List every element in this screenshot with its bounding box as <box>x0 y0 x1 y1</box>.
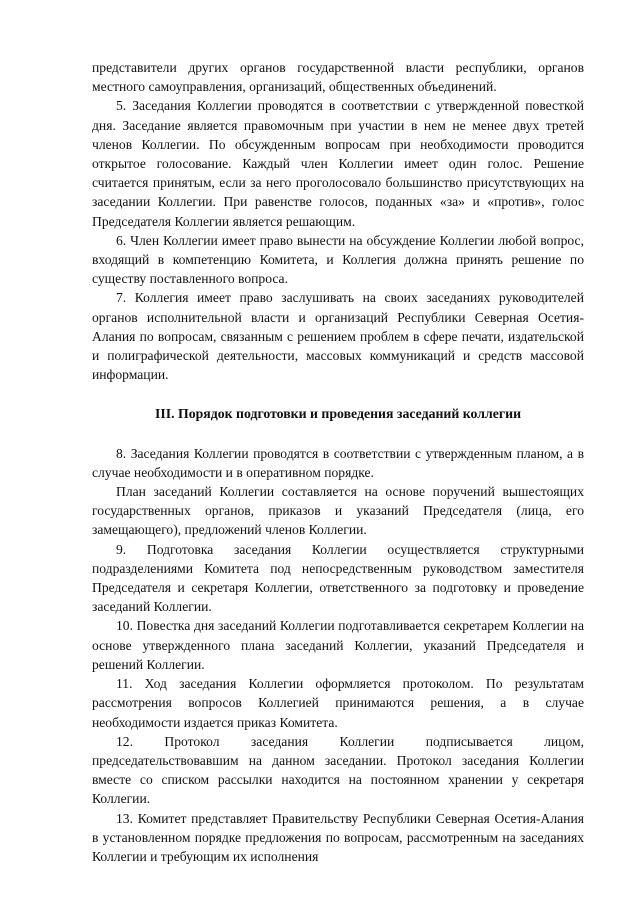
paragraphs-after <box>92 444 584 866</box>
paragraph: 5. Заседания Коллегии проводятся в соответствии с утвержденной повесткой дня. Заседание является правомочным при участии в нем не менее двух третей членов Коллегии. По обсужденным вопросам при необходимости проводится открытое голосование. Каждый член Коллегии имеет один голос. Решение считается принятым, если за него проголосовало большинство присутствующих на заседании Коллегии. При равенстве голосов, поданных «за» и «против», голос Председателя Коллегии является решающим. <box>92 98 584 229</box>
paragraph: 7. Коллегия имеет право заслушивать на своих заседаниях руководителей органов исполнительной власти и организаций Республики Северная Осетия-Алания по вопросам, связанным с решением проблем в сфере печати, издательской и полиграфической деятельности, массовых коммуникаций и средств массовой информации. <box>92 290 584 383</box>
paragraph: 6. Член Коллегии имеет право вынести на обсуждение Коллегии любой вопрос, входящий в компетенцию Комитета, и Коллегия должна принять решение по существу поставленного вопроса. <box>92 232 584 287</box>
paragraph: представители других органов государственной власти республики, органов местного самоуправления, организаций, общественных объединений. <box>92 60 584 95</box>
paragraph: 9. Подготовка заседания Коллегии осуществляется структурными подразделениями Комитета под непосредственным руководством заместителя Председателя и секретаря Коллегии, ответственного за подготовку и проведение заседаний Коллегии. <box>92 541 584 615</box>
paragraph: 8. Заседания Коллегии проводятся в соответствии с утвержденным планом, а в случае необходимости и в оперативном порядке. <box>92 445 584 480</box>
paragraph: 10. Повестка дня заседаний Коллегии подготавливается секретарем Коллегии на основе утвержденного плана заседаний Коллегии, указаний Председателя и решений Коллегии. <box>92 618 584 672</box>
section-title: III. Порядок подготовки и проведения заседаний коллегии <box>154 406 522 422</box>
paragraph: План заседаний Коллегии составляется на основе поручений вышестоящих государственных органов, приказов и указаний Председателя (лица, его замещающего), предложений членов Коллегии. <box>92 484 584 538</box>
paragraph: 13. Комитет представляет Правительству Республики Северная Осетия-Алания в установленном порядке предложения по вопросам, рассмотренным на заседаниях Коллегии и требующим их исполнения <box>92 810 584 864</box>
paragraph: 12. Протокол заседания Коллегии подписывается лицом, председательствовавшим на данном заседании. Протокол заседания Коллегии вместе со списком рассылки находится на постоянном хранении у секретаря Коллегии. <box>92 733 584 807</box>
paragraphs-before <box>92 58 584 384</box>
paragraph: 11. Ход заседания Коллегии оформляется протоколом. По результатам рассмотрения вопросов Коллегией принимаются решения, а в случае необходимости издается приказ Комитета. <box>92 676 584 730</box>
